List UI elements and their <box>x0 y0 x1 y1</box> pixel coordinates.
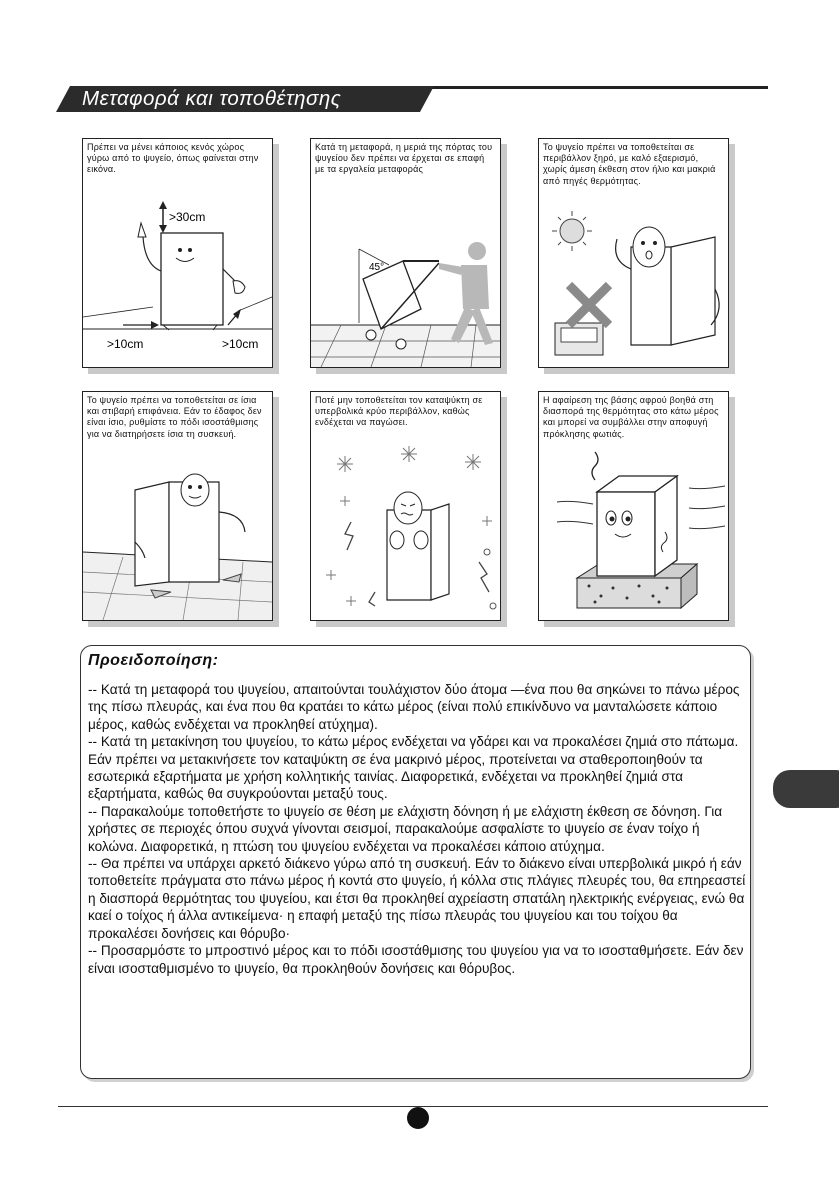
warning-title: Προειδοποίηση: <box>88 652 219 669</box>
foam-illustration <box>539 392 728 620</box>
section-header <box>56 86 768 112</box>
fridge-side <box>655 476 677 576</box>
warning-box <box>80 645 751 1079</box>
fridge-eye <box>178 248 182 252</box>
person-head <box>468 242 486 260</box>
shiver-line <box>479 562 489 592</box>
panel-cold <box>310 391 501 621</box>
page-marker <box>407 1107 429 1129</box>
panel-caption: Το ψυγείο πρέπει να τοποθετείται σε περιβάλλον ξηρό, με καλό εξαερισμό, χωρίς άμεση έκθεση στον ήλιο και μακριά από πηγές θερμότητας. <box>543 142 716 186</box>
fridge-side <box>431 504 449 600</box>
label-top: >30cm <box>169 210 206 224</box>
fridge-arm <box>616 239 631 269</box>
level-illustration <box>83 392 272 620</box>
panel-environment <box>538 138 729 368</box>
person-arm <box>439 263 463 275</box>
wall-line <box>238 297 272 311</box>
label-right: >10cm <box>222 337 259 351</box>
wheel <box>366 330 376 340</box>
resting-hand <box>233 281 245 294</box>
fridge-face <box>633 227 665 267</box>
angle-label: 45° <box>369 262 385 273</box>
header-rule <box>416 86 768 89</box>
fridge-arm <box>219 512 245 532</box>
panel-caption: Ποτέ μην τοποθετείται τον καταψύκτη σε υπερβολικά κρύο περιβάλλον, καθώς ενδέχεται να παγώσει. <box>315 395 483 428</box>
pointing-hand <box>138 223 146 237</box>
wheel <box>396 339 406 349</box>
fridge-face <box>394 492 422 524</box>
panel-clearance <box>82 138 273 368</box>
warning-paragraph: -- Κατά τη μεταφορά του ψυγείου, απαιτούνται τουλάχιστον δύο άτομα —ένα που θα σηκώνει το πάνω μέρος της πίσω πλευράς, και ένα που θα κρατάει το κάτω μέρος (είναι πολύ επικίνδυνο να μανταλώσετε κάποιο μέρος, καθώς ενδέχεται να προκληθεί ατύχημα). <box>88 682 740 732</box>
fridge-body <box>161 233 223 325</box>
transport-illustration <box>311 139 500 367</box>
warning-paragraph: -- Κατά τη μετακίνηση του ψυγείου, το κάτω μέρος ενδέχεται να γδάρει και να προκαλέσει ζημιά στο πάτωμα. Εάν πρέπει να μετακινήσετε τον καταψύκτη σε ένα μακρινό μέρος, προτείνεται να σταθεροποιηθούν τα εσωτερικά εξαρτήματα με χρήση κολλητικής ταινίας. Διαφορετικά, ενδέχεται να προκληθεί ζημιά στα εξαρτήματα, καθώς θα συγκρούονται μεταξύ τους. <box>88 734 739 802</box>
warning-paragraph: -- Παρακαλούμε τοποθετήστε το ψυγείο σε θέση με ελάχιστη δόνηση ή με ελάχιστη έκθεση σε δόνηση. Για χρήστες σε περιοχές όπου συχνά γίνονται σεισμοί, παρακαλούμε ασφαλίστε το ψυγείο σε έναν τοίχο ή κολώνα. Διαφορετικά, η πτώση του ψυγείου ενδέχεται να προκαλέσει κάποιο ατύχημα. <box>88 803 723 854</box>
side-tab <box>773 770 839 808</box>
label-left: >10cm <box>107 337 144 351</box>
panel-foam-base <box>538 391 729 621</box>
person-torso <box>461 265 489 309</box>
fridge-hand <box>390 531 404 549</box>
warning-body <box>88 681 746 977</box>
fridge-side <box>671 237 715 345</box>
warning-paragraph: -- Προσαρμόστε το μπροστινό μέρος και το πόδι ισοστάθμισης του ψυγείου για να το ισοσταθμήσετε. Εάν δεν είναι ισοσταθμισμένο το ψυγείο, θα προκληθούν δονήσεις και θόρυβος. <box>88 943 744 976</box>
fridge-hand <box>414 531 428 549</box>
panel-caption: Το ψυγείο πρέπει να τοποθετείται σε ίσια και στιβαρή επιφάνεια. Εάν το έδαφος δεν είναι ίσιο, ρυθμίστε το πόδι ισοστάθμισης για να διατηρήσετε ίσια τη συσκευή. <box>87 395 262 439</box>
fridge-side <box>135 482 169 586</box>
cold-illustration <box>311 392 500 620</box>
fridge-front <box>597 492 655 576</box>
panel-caption: Πρέπει να μένει κάποιος κενός χώρος γύρω από το ψυγείο, όπως φαίνεται στην εικόνα. <box>87 142 259 175</box>
panel-transport <box>310 138 501 368</box>
fridge-arm-left <box>143 237 161 271</box>
heat-wave-icon <box>592 452 598 480</box>
page-title: Μεταφορά και τοποθέτησης <box>82 87 342 110</box>
warning-paragraph: -- Θα πρέπει να υπάρχει αρκετό διάκενο γύρω από τη συσκευή. Εάν το διάκενο είναι υπερβολικά μικρό ή εάν τοποθετείτε πράγματα στο πάνω μέρος ή κοντά στο ψυγείο, ή κόλλα στις πλάγιες πλευρές του, θα επηρεαστεί η διασπορά θερμότητας του ψυγείου, και έτσι θα προκληθεί αχρείαστη σπατάλη ηλεκτρικής ενέργειας, ενώ θα καεί ο τοίχος ή άλλα αντικείμενα· η επαφή μεταξύ της πίσω πλευράς του ψυγείου και του τοίχου θα προκαλέσει δονήσεις και θόρυβο· <box>88 856 746 941</box>
fridge-face <box>181 474 209 506</box>
fridge-eye <box>188 248 192 252</box>
panel-caption: Η αφαίρεση της βάσης αφρού βοηθά στη διασπορά της θερμότητας στο κάτω μέρος και μπορεί να συμβάλλει στην αποφυγή πρόκλησης φωτιάς. <box>543 395 719 439</box>
clearance-illustration <box>83 139 272 367</box>
panel-level-surface <box>82 391 273 621</box>
shiver-line <box>345 522 353 550</box>
floor-perspective <box>83 307 153 317</box>
environment-illustration <box>539 139 728 367</box>
panel-caption: Κατά τη μεταφορά, η μεριά της πόρτας του ψυγείου δεν πρέπει να έρχεται σε επαφή με τα εργαλεία μεταφοράς <box>315 142 493 175</box>
sun-icon <box>560 219 584 243</box>
